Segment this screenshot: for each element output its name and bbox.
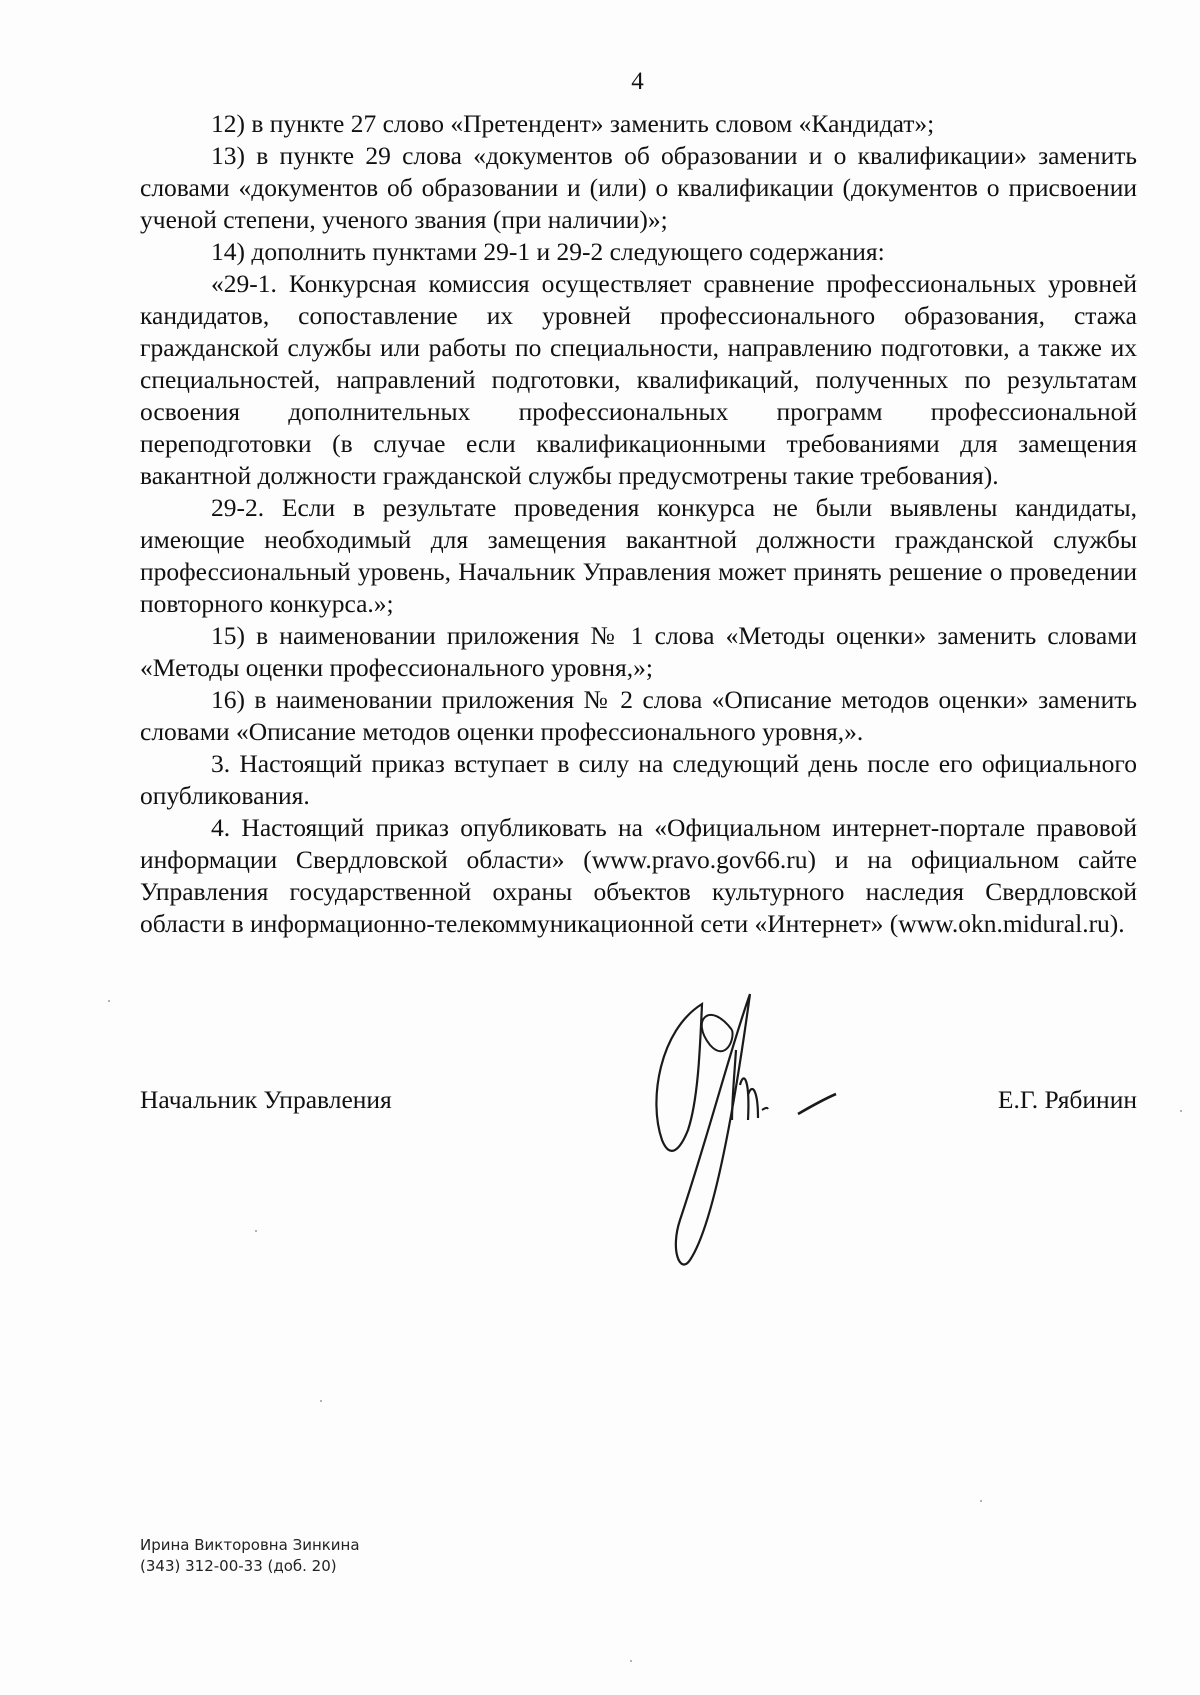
signatory-position: Начальник Управления [140, 1085, 392, 1114]
executor-phone: (343) 312-00-33 (доб. 20) [140, 1557, 337, 1575]
signatory-name: Е.Г. Рябинин [997, 1085, 1137, 1114]
scan-speck [255, 1230, 257, 1232]
document-body [140, 108, 1137, 940]
paragraph-clause-29-1: «29-1. Конкурсная комиссия осуществляет сравнение профессиональных уровней кандидатов, сопоставление их уровней профессионального образования, стажа гражданской службы или работы по специальности, направлению подготовки, а также их специальностей, направлений подготовки, квалификаций, полученных по результатам освоения дополнительных профессиональных программ профессиональной переподготовки (в случае если квалификационными требованиями для замещения вакантной должности гражданской службы предусмотрены такие требования). [140, 269, 1137, 490]
handwritten-signature [640, 990, 870, 1290]
paragraph-item-12: 12) в пункте 27 слово «Претендент» заменить словом «Кандидат»; [211, 109, 935, 138]
paragraph-item-15: 15) в наименовании приложения № 1 слова «Методы оценки» заменить словами «Методы оценки профессионального уровня,»; [140, 621, 1137, 682]
paragraph-item-14: 14) дополнить пунктами 29-1 и 29-2 следующего содержания: [211, 237, 885, 266]
scan-speck [320, 1400, 322, 1402]
paragraph-point-4: 4. Настоящий приказ опубликовать на «Официальном интернет-портале правовой информации Свердловской области» (www.pravo.gov66.ru) и на официальном сайте Управления государственной охраны объектов культурного наследия Свердловской области в информационно-телекоммуникационной сети «Интернет» (www.okn.midural.ru). [140, 813, 1137, 938]
scan-speck [980, 1500, 982, 1502]
scan-speck [108, 1000, 110, 1002]
scan-speck [1180, 1110, 1182, 1112]
scan-speck [630, 1660, 632, 1662]
paragraph-item-13: 13) в пункте 29 слова «документов об образовании и о квалификации» заменить словами «документов об образовании и (или) о квалификации (документов о присвоении ученой степени, ученого звания (при наличии)»; [140, 141, 1137, 234]
executor-name: Ирина Викторовна Зинкина [140, 1536, 360, 1554]
paragraph-item-16: 16) в наименовании приложения № 2 слова «Описание методов оценки» заменить словами «Описание методов оценки профессионального уровня,». [140, 685, 1137, 746]
page-number: 4 [631, 68, 644, 95]
paragraph-clause-29-2: 29-2. Если в результате проведения конкурса не были выявлены кандидаты, имеющие необходимый для замещения вакантной должности гражданской службы профессиональный уровень, Начальник Управления может принять решение о проведении повторного конкурса.»; [140, 493, 1137, 618]
executor-contact [140, 1535, 360, 1577]
paragraph-point-3: 3. Настоящий приказ вступает в силу на следующий день после его официального опубликования. [140, 749, 1137, 810]
signature-block [140, 1085, 1137, 1115]
